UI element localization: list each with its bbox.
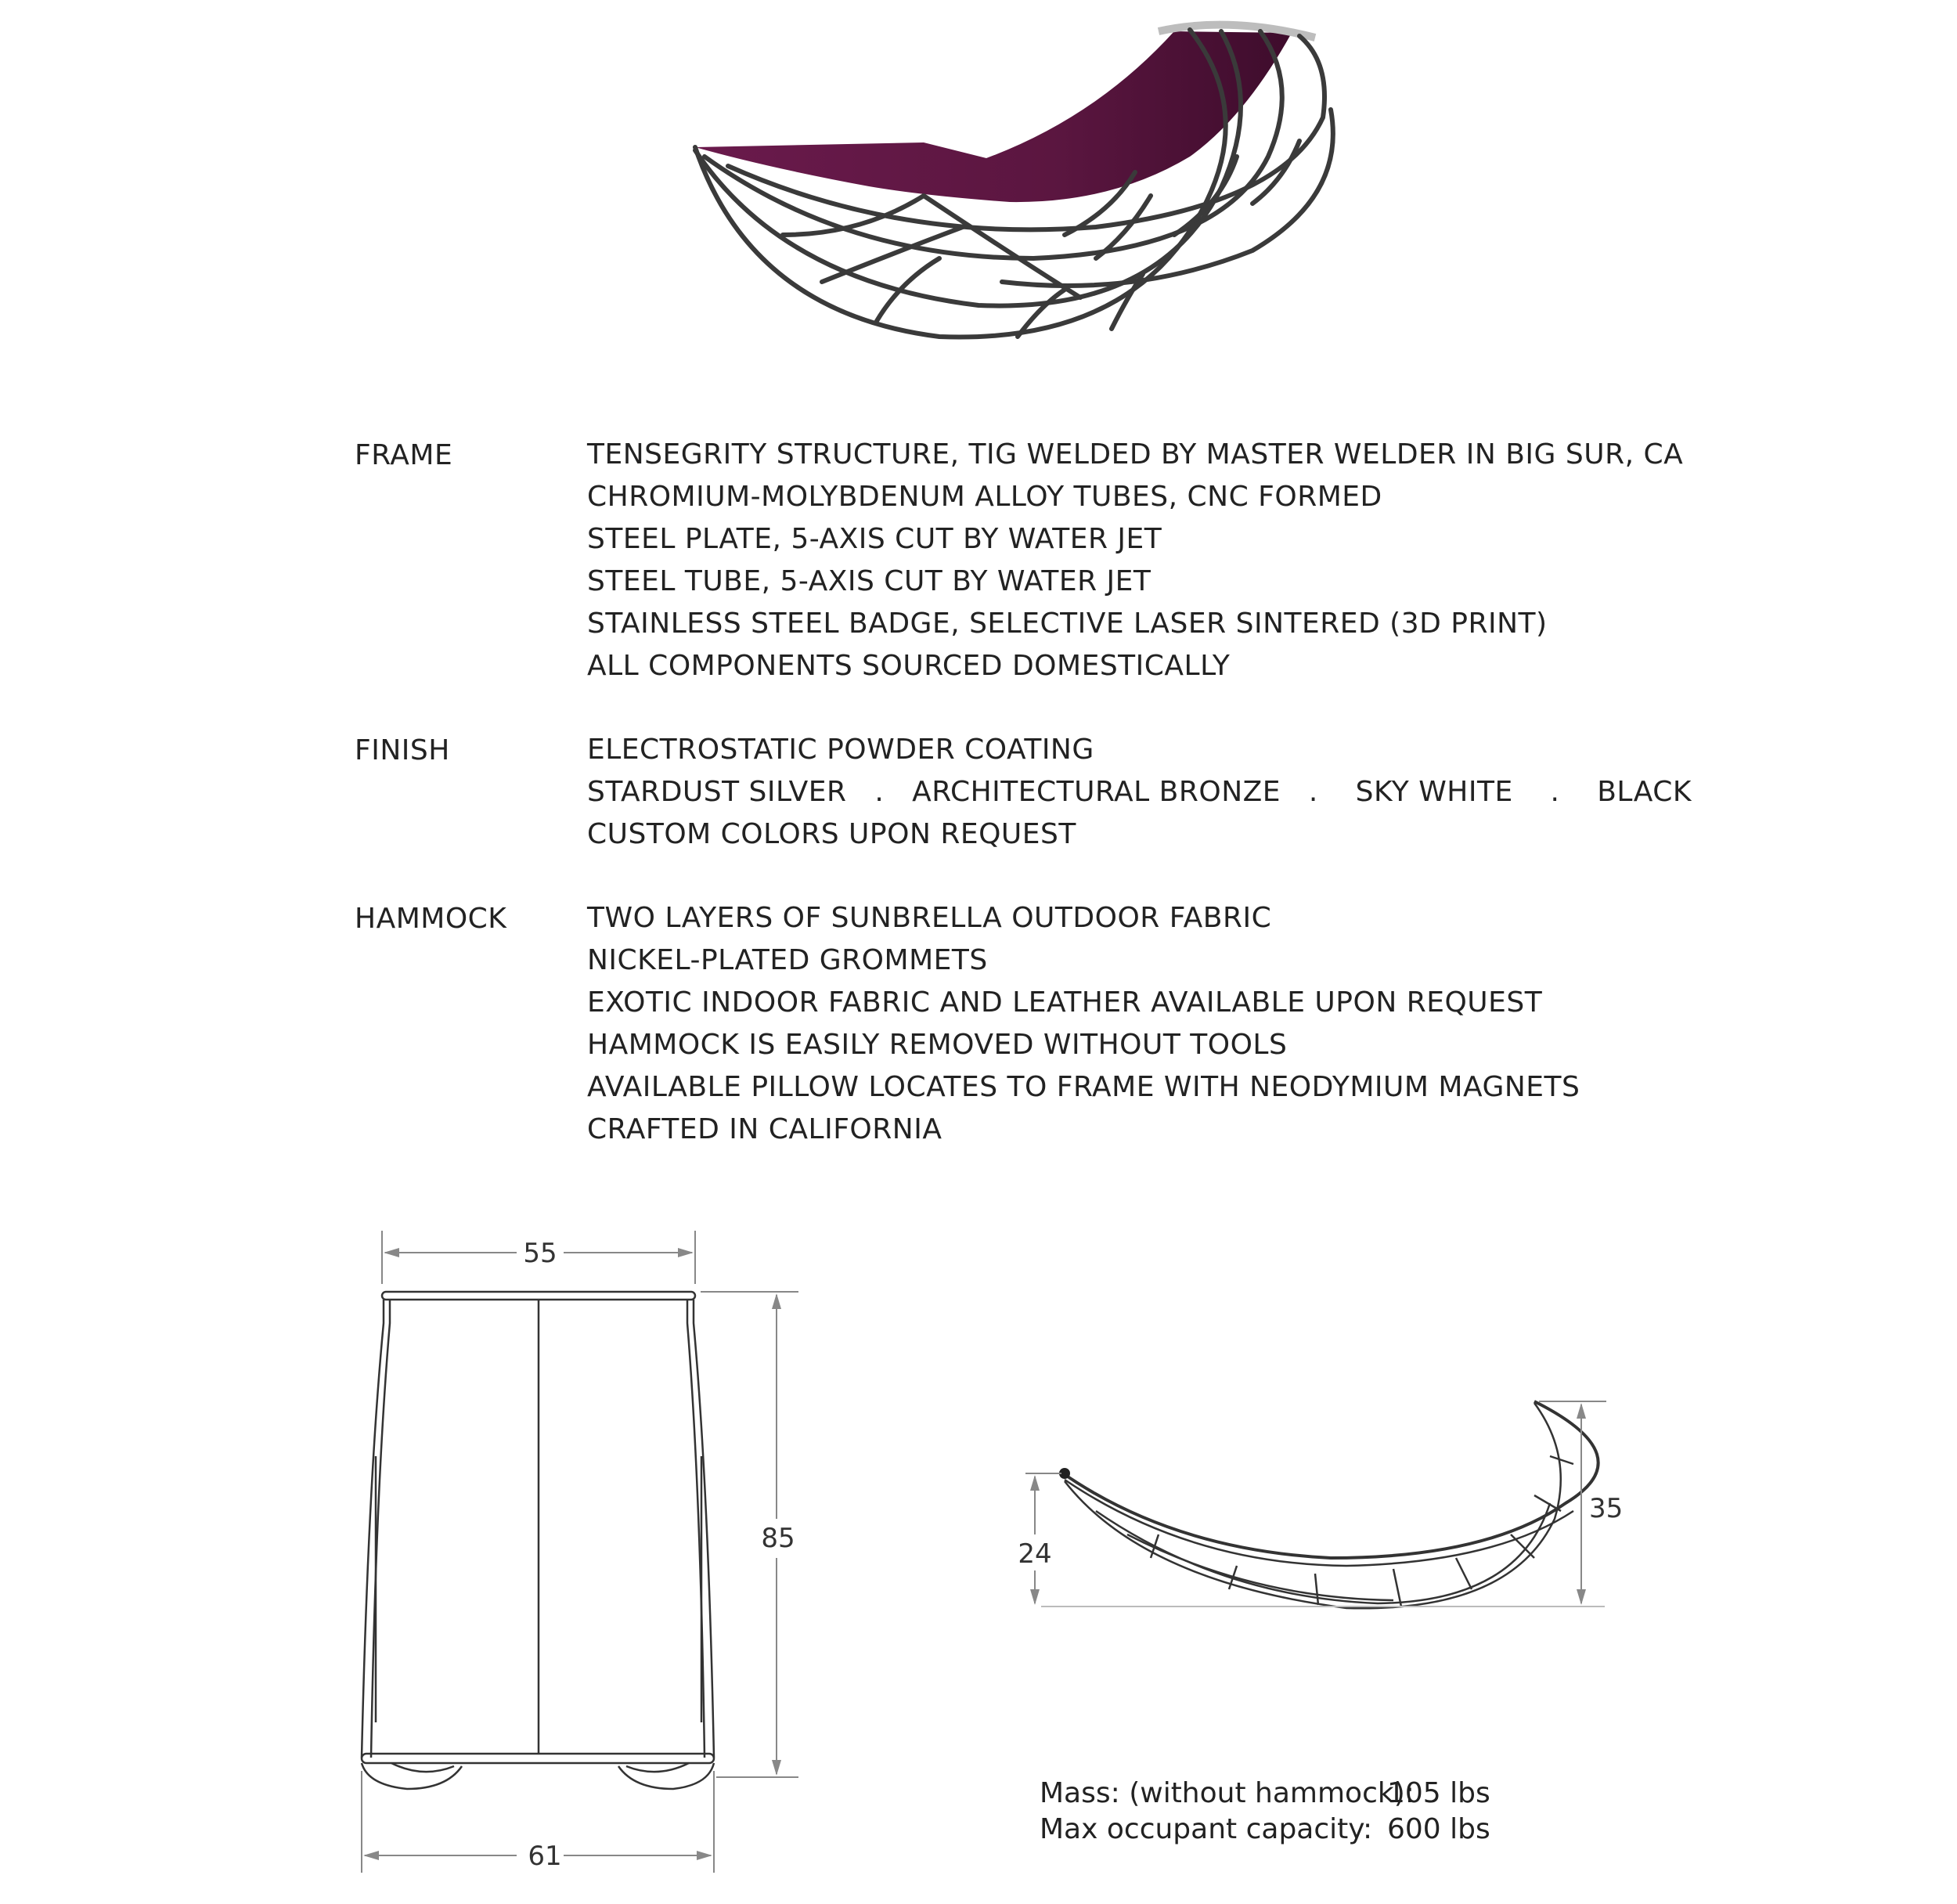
finish-line-2: STARDUST SILVER . ARCHITECTURAL BRONZE . SKY WHITE . BLACK [587, 776, 1692, 808]
dim-front-height-label: 85 [761, 1523, 795, 1554]
dim-front-top-width-label: 55 [523, 1238, 557, 1269]
hammock-line-5: AVAILABLE PILLOW LOCATES TO FRAME WITH NEODYMIUM MAGNETS [587, 1071, 1580, 1103]
capacity-value: 600 lbs [1387, 1813, 1490, 1845]
frame-line-1: TENSEGRITY STRUCTURE, TIG WELDED BY MASTER WELDER IN BIG SUR, CA [587, 438, 1684, 471]
spec-label-frame: FRAME [355, 439, 453, 471]
capacity-label: Max occupant capacity: [1040, 1813, 1373, 1845]
hammock-line-1: TWO LAYERS OF SUNBRELLA OUTDOOR FABRIC [587, 902, 1272, 934]
spec-label-hammock: HAMMOCK [355, 903, 507, 935]
dim-front-bottom-width-label: 61 [528, 1841, 562, 1872]
spec-label-finish: FINISH [355, 734, 450, 766]
dim-side-low-height-label: 24 [1018, 1538, 1052, 1570]
finish-line-1: ELECTROSTATIC POWDER COATING [587, 734, 1094, 766]
finish-line-3: CUSTOM COLORS UPON REQUEST [587, 818, 1076, 850]
frame-line-2: CHROMIUM-MOLYBDENUM ALLOY TUBES, CNC FORMED [587, 481, 1382, 513]
dim-side-high-height-label: 35 [1589, 1493, 1624, 1524]
hammock-line-2: NICKEL-PLATED GROMMETS [587, 944, 988, 976]
frame-line-3: STEEL PLATE, 5-AXIS CUT BY WATER JET [587, 523, 1162, 555]
hammock-line-3: EXOTIC INDOOR FABRIC AND LEATHER AVAILABLE UPON REQUEST [587, 986, 1543, 1019]
hammock-line-4: HAMMOCK IS EASILY REMOVED WITHOUT TOOLS [587, 1029, 1288, 1061]
mass-value: 105 lbs [1387, 1777, 1490, 1809]
hammock-line-6: CRAFTED IN CALIFORNIA [587, 1113, 942, 1145]
frame-line-5: STAINLESS STEEL BADGE, SELECTIVE LASER SINTERED (3D PRINT) [587, 608, 1548, 640]
mass-label: Mass: (without hammock): [1040, 1777, 1415, 1809]
frame-line-6: ALL COMPONENTS SOURCED DOMESTICALLY [587, 650, 1231, 682]
frame-line-4: STEEL TUBE, 5-AXIS CUT BY WATER JET [587, 565, 1151, 597]
